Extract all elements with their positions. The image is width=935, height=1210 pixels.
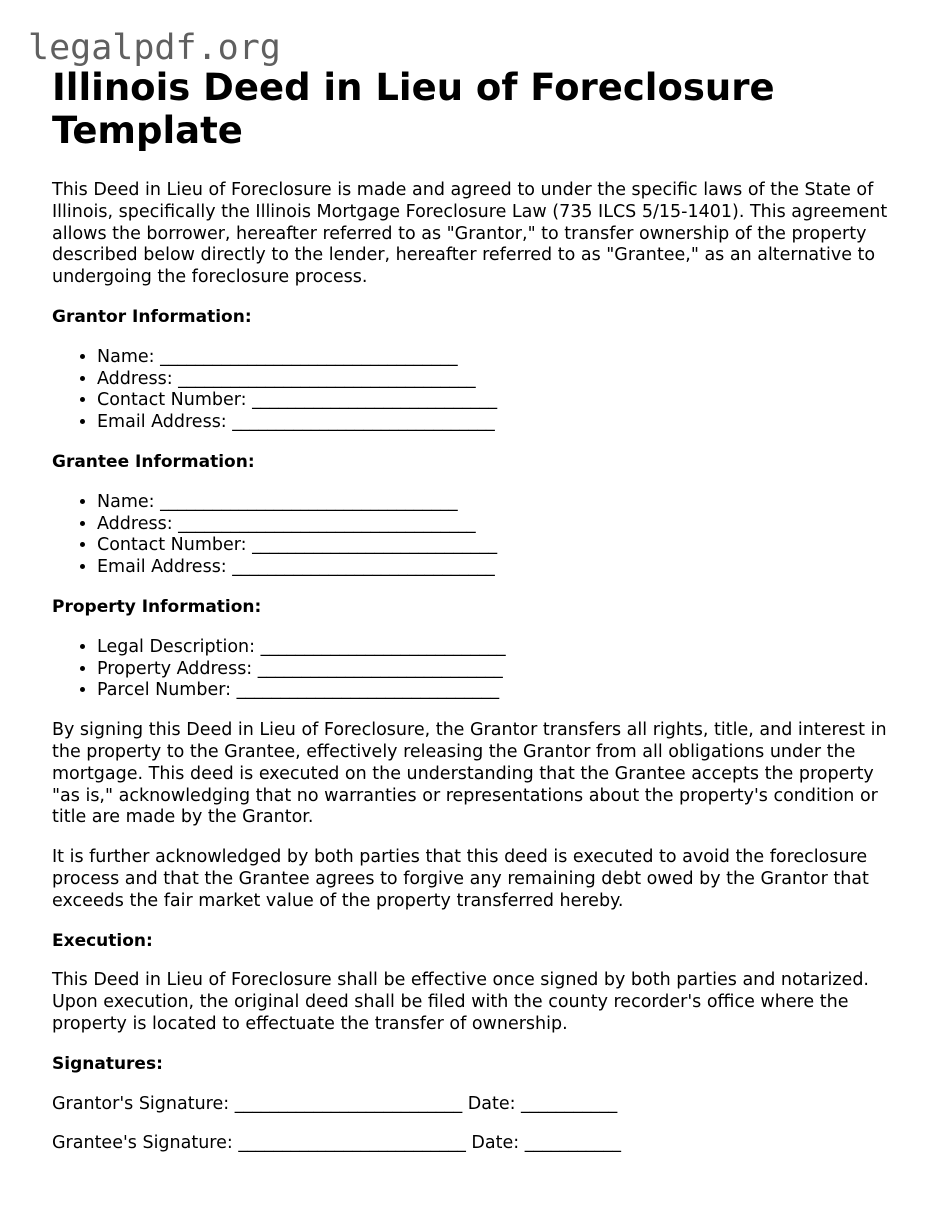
grantor-signature-line: Grantor's Signature: __________________________ Date: ___________	[52, 1093, 618, 1114]
grantee-heading: Grantee Information:	[52, 451, 255, 472]
grantor-heading: Grantor Information:	[52, 306, 252, 327]
execution-heading: Execution:	[52, 930, 153, 951]
property-heading: Property Information:	[52, 596, 262, 617]
grantor-name-field: • Name: __________________________________	[97, 347, 892, 369]
property-address-field: • Property Address: ____________________________	[97, 659, 892, 681]
grantor-address-field: • Address: __________________________________	[97, 369, 892, 391]
signatures-heading: Signatures:	[52, 1053, 163, 1074]
grantee-signature-line: Grantee's Signature: __________________________ Date: ___________	[52, 1133, 621, 1154]
grantee-name-field: • Name: __________________________________	[97, 492, 892, 514]
property-parcel-field: • Parcel Number: ______________________________	[97, 680, 892, 702]
watermark: legalpdf.org	[28, 28, 281, 68]
grantor-email-field: • Email Address: ______________________________	[97, 412, 892, 434]
property-legal-description-field: • Legal Description: ____________________________	[97, 637, 892, 659]
execution-paragraph: This Deed in Lieu of Foreclosure shall be effective once signed by both parties and notarized. Upon execution, the original deed shall be filed with the county recorder's office where the property is located to effectuate the transfer of ownership.	[52, 970, 869, 1034]
grantor-list	[52, 347, 892, 434]
intro-paragraph: This Deed in Lieu of Foreclosure is made and agreed to under the specific laws of the State of Illinois, specifically the Illinois Mortgage Foreclosure Law (735 ILCS 5/15-1401). This agreement allows the borrower, hereafter referred to as "Grantor," to transfer ownership of the property described below directly to the lender, hereafter referred to as "Grantee," as an alternative to undergoing the foreclosure process.	[52, 180, 888, 288]
grantee-address-field: • Address: __________________________________	[97, 514, 892, 536]
grantee-email-field: • Email Address: ______________________________	[97, 557, 892, 579]
document-page	[52, 66, 892, 1155]
debt-paragraph: It is further acknowledged by both parties that this deed is executed to avoid the foreclosure process and that the Grantee agrees to forgive any remaining debt owed by the Grantor that exceeds the fair market value of the property transferred hereby.	[52, 847, 869, 911]
grantor-contact-field: • Contact Number: ____________________________	[97, 390, 892, 412]
grantee-contact-field: • Contact Number: ____________________________	[97, 535, 892, 557]
grantee-list	[52, 492, 892, 579]
property-list	[52, 637, 892, 702]
transfer-paragraph: By signing this Deed in Lieu of Foreclosure, the Grantor transfers all rights, title, and interest in the property to the Grantee, effectively releasing the Grantor from all obligations under the mortgage. This deed is executed on the understanding that the Grantee accepts the property "as is," acknowledging that no warranties or representations about the property's condition or title are made by the Grantor.	[52, 720, 887, 828]
document-title: Illinois Deed in Lieu of Foreclosure Template	[52, 66, 775, 152]
